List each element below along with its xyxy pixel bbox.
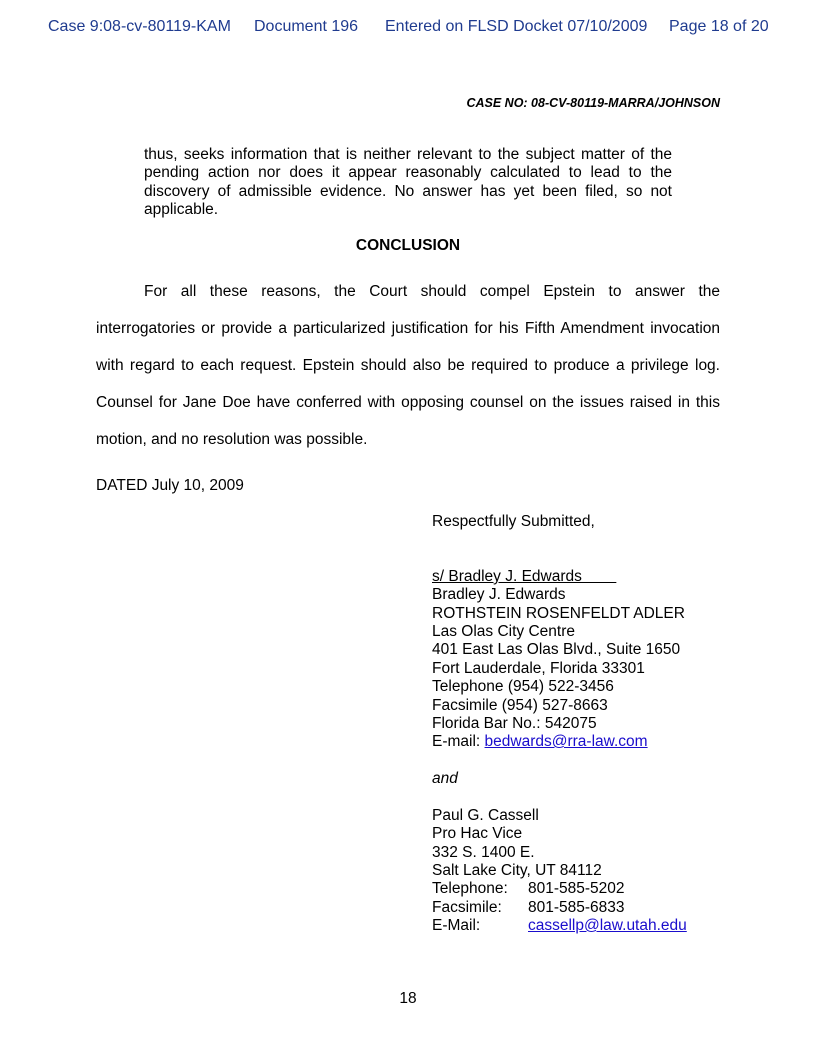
docket-document-number: Document 196	[254, 18, 359, 35]
attorney-name: Bradley J. Edwards	[432, 586, 566, 603]
telephone-line: Telephone (954) 522-3456	[432, 678, 614, 695]
signature-line: s/ Bradley J. Edwards	[432, 568, 617, 585]
conclusion-heading: CONCLUSION	[355, 237, 461, 254]
docket-case-number: Case 9:08-cv-80119-KAM	[48, 18, 231, 35]
facsimile-value: 801-585-6833	[528, 899, 625, 916]
address-line-1: Las Olas City Centre	[432, 623, 575, 640]
florida-bar-number: Florida Bar No.: 542075	[432, 715, 597, 732]
email-line	[432, 733, 648, 751]
telephone-label: Telephone:	[432, 880, 508, 897]
conclusion-paragraph	[96, 273, 720, 458]
conclusion-paragraph-text: For all these reasons, the Court should compel Epstein to answer the interrogatories or provide a particularized justification for his Fifth Amendment invocation with regard to each request. Epstein should also be required to produce a privilege log. Counsel for Jane Doe have conferred with opposing counsel on the issues raised in this motion, and no resolution was possible.	[96, 283, 720, 448]
indented-paragraph: thus, seeks information that is neither relevant to the subject matter of the pending action nor does it appear reasonably calculated to lead to the discovery of admissible evidence. No answer has yet been filed, so not applicable.	[144, 146, 672, 218]
co-counsel-address-2: Salt Lake City, UT 84112	[432, 862, 602, 879]
facsimile-label: Facsimile:	[432, 899, 502, 916]
co-counsel-telephone	[432, 880, 625, 898]
email2-link[interactable]: cassellp@law.utah.edu	[528, 917, 687, 934]
case-number-header: CASE NO: 08-CV-80119-MARRA/JOHNSON	[466, 96, 720, 110]
facsimile-line: Facsimile (954) 527-8663	[432, 697, 608, 714]
co-counsel-email	[432, 917, 687, 935]
dated-line: DATED July 10, 2009	[96, 477, 244, 494]
email2-label: E-Mail:	[432, 917, 481, 934]
co-counsel-address-1: 332 S. 1400 E.	[432, 844, 535, 861]
email-label: E-mail:	[432, 733, 485, 750]
respectfully-submitted: Respectfully Submitted,	[432, 513, 595, 530]
and-conjunction: and	[432, 770, 458, 787]
firm-name: ROTHSTEIN ROSENFELDT ADLER	[432, 605, 685, 622]
docket-entered-date: Entered on FLSD Docket 07/10/2009	[385, 18, 648, 35]
telephone-value: 801-585-5202	[528, 880, 625, 897]
address-line-3: Fort Lauderdale, Florida 33301	[432, 660, 645, 677]
page-number: 18	[399, 990, 417, 1007]
co-counsel-name: Paul G. Cassell	[432, 807, 539, 824]
email-link[interactable]: bedwards@rra-law.com	[484, 733, 648, 750]
co-counsel-facsimile	[432, 899, 625, 917]
pro-hac-vice: Pro Hac Vice	[432, 825, 523, 842]
docket-page-count: Page 18 of 20	[669, 18, 769, 35]
address-line-2: 401 East Las Olas Blvd., Suite 1650	[432, 641, 681, 658]
